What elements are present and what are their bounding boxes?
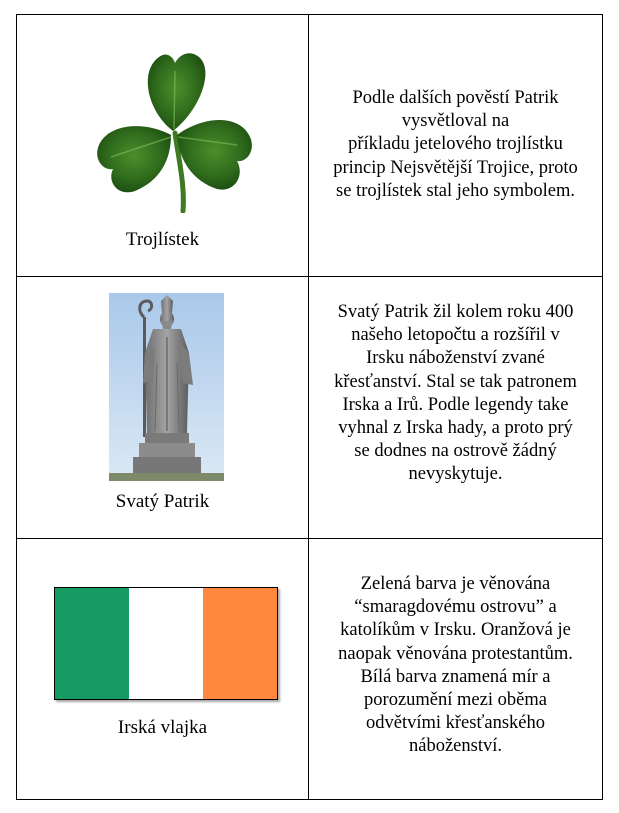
description-line: porozumění mezi oběma <box>364 690 547 711</box>
description-line: vysvětloval na <box>401 111 510 132</box>
flag-band-orange <box>203 588 277 699</box>
cards-table <box>16 14 603 800</box>
description-line: se dodnes na ostrově žádný <box>354 441 557 462</box>
description-cell-shamrock <box>309 15 603 277</box>
card-row-shamrock <box>17 15 603 277</box>
description-line: nevyskytuje. <box>408 464 503 485</box>
description-line: křesťanství. Stal se tak patronem <box>334 371 577 392</box>
flag-band-white <box>129 588 203 699</box>
description-line: katolíkům v Irsku. Oranžová je <box>340 620 571 641</box>
card-description-irish-flag <box>309 573 602 759</box>
description-line: vyhnal z Irska hady, a proto prý <box>338 418 573 439</box>
card-caption-irish-flag: Irská vlajka <box>117 717 208 738</box>
description-line: Podle dalších pověstí Patrik <box>352 88 559 108</box>
description-line: Bílá barva znamená mír a <box>360 666 551 687</box>
description-cell-irish-flag <box>309 539 603 800</box>
description-line: se trojlístek stal jeho symbolem. <box>336 180 575 201</box>
description-line: našeho letopočtu a rozšířil v <box>351 325 560 346</box>
picture-cell-irish-flag <box>17 539 309 800</box>
shamrock-icon <box>87 41 257 213</box>
card-row-irish-flag <box>17 539 603 800</box>
description-cell-saint-patrick <box>309 277 603 539</box>
picture-cell-shamrock <box>17 15 309 277</box>
card-caption-shamrock: Trojlístek <box>125 229 200 250</box>
flag-band-green <box>55 588 129 699</box>
description-line: princip Nejsvětější Trojice, proto <box>333 157 578 178</box>
card-description-shamrock <box>309 87 602 203</box>
statue-icon <box>109 293 224 481</box>
card-description-saint-patrick <box>309 301 602 487</box>
picture-cell-saint-patrick <box>17 277 309 539</box>
description-line: Irsku náboženství zvané <box>366 348 545 369</box>
description-line: náboženství. <box>409 736 502 757</box>
card-caption-saint-patrick: Svatý Patrik <box>115 491 210 512</box>
description-line: odvětvími křesťanského <box>366 713 545 734</box>
description-line: Svatý Patrik žil kolem roku 400 <box>337 302 574 322</box>
description-line: Irska a Irů. Podle legendy take <box>342 394 569 415</box>
description-line: naopak věnována protestantům. <box>338 643 573 664</box>
description-line: Zelená barva je věnována <box>360 574 551 594</box>
description-line: “smaragdovému ostrovu” a <box>354 597 557 618</box>
card-row-saint-patrick <box>17 277 603 539</box>
description-line: příkladu jetelového trojlístku <box>348 134 563 155</box>
irish-flag-icon <box>54 587 278 700</box>
